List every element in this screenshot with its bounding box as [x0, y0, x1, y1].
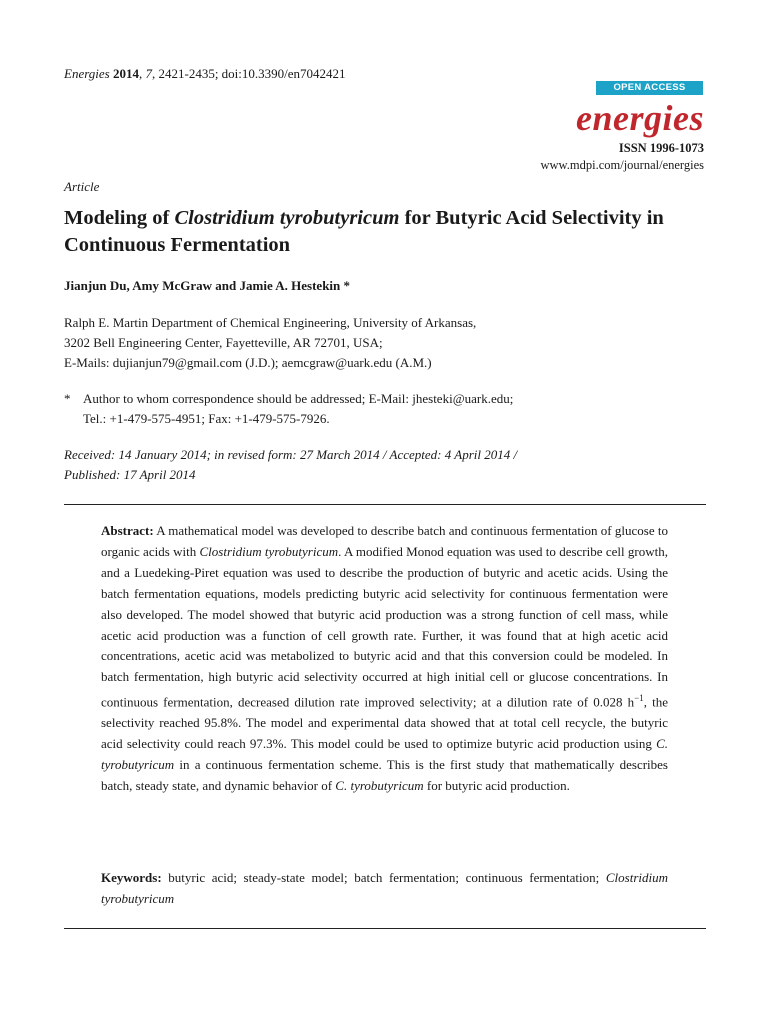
journal-url: www.mdpi.com/journal/energies: [540, 158, 704, 172]
keywords: [101, 868, 668, 909]
affiliation-line-2: 3202 Bell Engineering Center, Fayetteville, AR 72701, USA;: [64, 335, 383, 350]
title-organism: Clostridium tyrobutyricum: [174, 207, 400, 229]
issn: ISSN 1996-1073: [618, 141, 704, 155]
abstract-text-5: for butyric acid production.: [423, 778, 570, 794]
title-part-1: Modeling of: [64, 207, 175, 229]
divider-bottom: [64, 928, 706, 929]
author-list: Jianjun Du, Amy McGraw and Jamie A. Hestekin *: [64, 278, 351, 293]
abstract-text-1: A mathematical model was developed to describe batch and continuous fermentation of glucose to organic acids with: [101, 523, 668, 559]
paper-title: [64, 205, 704, 259]
citation-journal: Energies: [64, 66, 110, 81]
correspondence-line-2: Tel.: +1-479-575-4951; Fax: +1-479-575-7926.: [83, 411, 330, 426]
keywords-organism: Clostridium tyrobutyricum: [101, 870, 668, 906]
correspondence-mark: *: [64, 391, 71, 406]
citation-pages-doi: , 2421-2435; doi:10.3390/en7042421: [151, 66, 346, 81]
correspondence-line-1: Author to whom correspondence should be addressed; E-Mail: jhesteki@uark.edu;: [83, 391, 514, 406]
citation-volume: 7: [145, 66, 152, 81]
affiliation-emails: E-Mails: dujianjun79@gmail.com (J.D.); aemcgraw@uark.edu (A.M.): [64, 355, 432, 370]
abstract: [101, 521, 668, 797]
abstract-label: Abstract:: [101, 523, 154, 538]
divider-top: [64, 504, 706, 505]
abstract-text-2: . A modified Monod equation was used to describe cell growth, and a Luedeking-Piret equation was used to describe the production of butyric and acetic acids. Using the batch fermentation equations, models predicting butyric acid selectivity for continuous fermentation were also developed. The model showed that butyric acid production was a strong function of cell mass, while acetic acid production was a function of cell growth rate. Further, it was found that at high acetic acid concentrations, acetic acid was metabolized to butyric acid and that this conversion could be modeled. In batch fermentation, high butyric acid selectivity occurred at high initial cell or glucose concentrations. In continuous fermentation, decreased dilution rate improved selectivity; at a dilution rate of 0.028 h: [101, 543, 668, 710]
article-type: Article: [64, 179, 100, 194]
abstract-organism-2: C. tyrobutyricum: [101, 736, 668, 773]
citation-line: Energies 2014, 7, 2421-2435; doi:10.3390/en7042421: [64, 66, 346, 81]
affiliation-line-1: Ralph E. Martin Department of Chemical Engineering, University of Arkansas,: [64, 315, 477, 330]
open-access-badge: OPEN ACCESS: [596, 81, 703, 95]
dates-line-1: Received: 14 January 2014; in revised form: 27 March 2014 / Accepted: 4 April 2014 /: [64, 447, 518, 462]
publication-dates: [64, 445, 704, 485]
keywords-label: Keywords:: [101, 870, 162, 885]
abstract-superscript: −1: [634, 693, 644, 704]
dates-line-2: Published: 17 April 2014: [64, 467, 196, 482]
keywords-text: butyric acid; steady-state model; batch fermentation; continuous fermentation;: [161, 870, 606, 885]
abstract-organism-1: Clostridium tyrobutyricum: [199, 543, 339, 559]
abstract-organism-3: C. tyrobutyricum: [335, 778, 424, 794]
citation-year: 2014: [112, 66, 139, 81]
journal-logo: energies: [576, 98, 704, 138]
abstract-text-3: , the selectivity reached 95.8%. The model and experimental data showed that at total cell recycle, the butyric acid selectivity could reach 97.3%. This model could be used to optimize butyric acid production using: [101, 694, 668, 752]
abstract-text-4: in a continuous fermentation scheme. This is the first study that mathematically describes batch, steady state, and dynamic behavior of: [101, 757, 668, 794]
title-part-2: for Butyric Acid Selectivity in Continuous Fermentation: [64, 207, 664, 256]
